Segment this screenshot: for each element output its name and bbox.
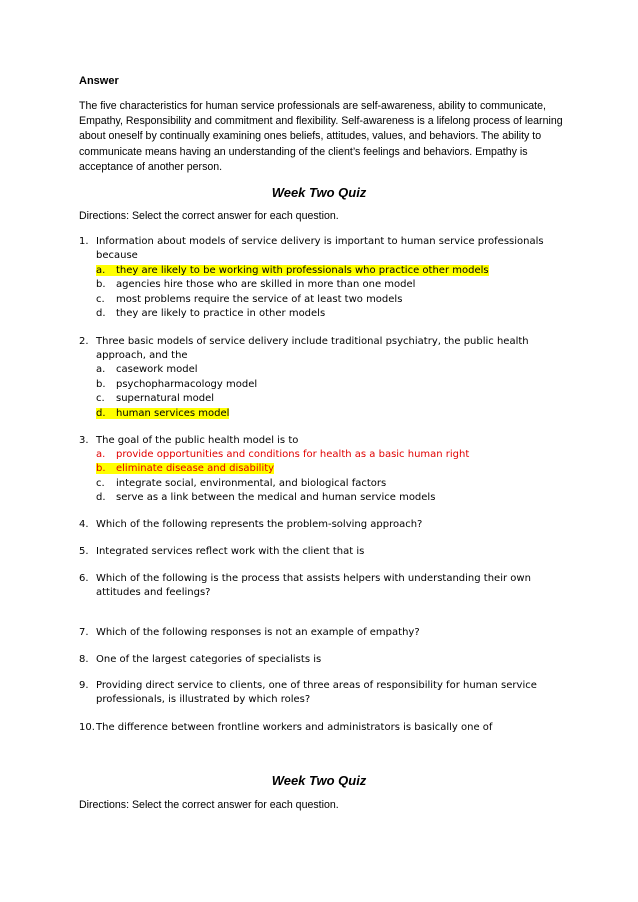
highlighted-answer: d. human services model <box>96 408 230 419</box>
question-text: Which of the following is the process that assists helpers with understanding their own attitudes and feelings? <box>96 573 531 599</box>
question-number: 10. <box>79 722 95 733</box>
option-b[interactable] <box>96 462 274 476</box>
option-a[interactable]: a. provide opportunities and conditions for health as a basic human right <box>96 449 470 460</box>
quiz-directions: Directions: Select the correct answer for each question. <box>79 210 339 222</box>
quiz-title-repeat: Week Two Quiz <box>271 773 367 788</box>
highlighted-answer: b. eliminate disease and disability <box>96 463 275 474</box>
question-text: Integrated services reflect work with the client that is <box>96 546 365 557</box>
option-a[interactable]: a. casework model <box>96 364 198 375</box>
question-text: The difference between frontline workers and administrators is basically one of <box>96 722 493 733</box>
question-text: Which of the following responses is not an example of empathy? <box>96 627 420 638</box>
option-c[interactable]: c. integrate social, environmental, and biological factors <box>96 478 387 489</box>
question-number: 7. <box>79 627 89 638</box>
question-number: 6. <box>79 573 89 584</box>
question-number: 3. <box>79 435 89 446</box>
option-c[interactable]: c. most problems require the service of at least two models <box>96 294 403 305</box>
question-text: Information about models of service delivery is important to human service professionals because <box>96 236 544 262</box>
highlighted-answer: a. they are likely to be working with professionals who practice other models <box>96 265 489 276</box>
question-text: Providing direct service to clients, one of three areas of responsibility for human service professionals, is illustrated by which roles? <box>96 680 537 706</box>
question-number: 8. <box>79 654 89 665</box>
option-d[interactable]: d. they are likely to practice in other models <box>96 308 326 319</box>
option-a[interactable] <box>96 264 489 278</box>
question-number: 1. <box>79 236 89 247</box>
option-c[interactable]: c. supernatural model <box>96 393 215 404</box>
question-text: One of the largest categories of specialists is <box>96 654 322 665</box>
question-text: Three basic models of service delivery include traditional psychiatry, the public health approach, and the <box>96 336 529 362</box>
option-d[interactable]: d. serve as a link between the medical and human service models <box>96 492 436 503</box>
option-b[interactable]: b. agencies hire those who are skilled in more than one model <box>96 279 416 290</box>
question-number: 4. <box>79 519 89 530</box>
question-text: Which of the following represents the problem-solving approach? <box>96 519 423 530</box>
answer-heading: Answer <box>79 75 119 87</box>
question-number: 9. <box>79 680 89 691</box>
question-number: 5. <box>79 546 89 557</box>
question-number: 2. <box>79 336 89 347</box>
quiz-directions-repeat: Directions: Select the correct answer for each question. <box>79 799 339 811</box>
answer-paragraph: The five characteristics for human service professionals are self-awareness, ability to communicate, Empathy, Responsibility and commitment and flexibility. Self-awareness is a lifelong process of learning about oneself by continually examining ones beliefs, attitudes, values, and behaviors. The ability to communicate means having an understanding of the client’s feelings and behaviors. Empathy is acceptance of another person. <box>79 100 563 173</box>
quiz-title: Week Two Quiz <box>271 185 367 200</box>
question-text: The goal of the public health model is to <box>96 435 299 446</box>
option-d[interactable] <box>96 407 229 421</box>
option-b[interactable]: b. psychopharmacology model <box>96 379 258 390</box>
